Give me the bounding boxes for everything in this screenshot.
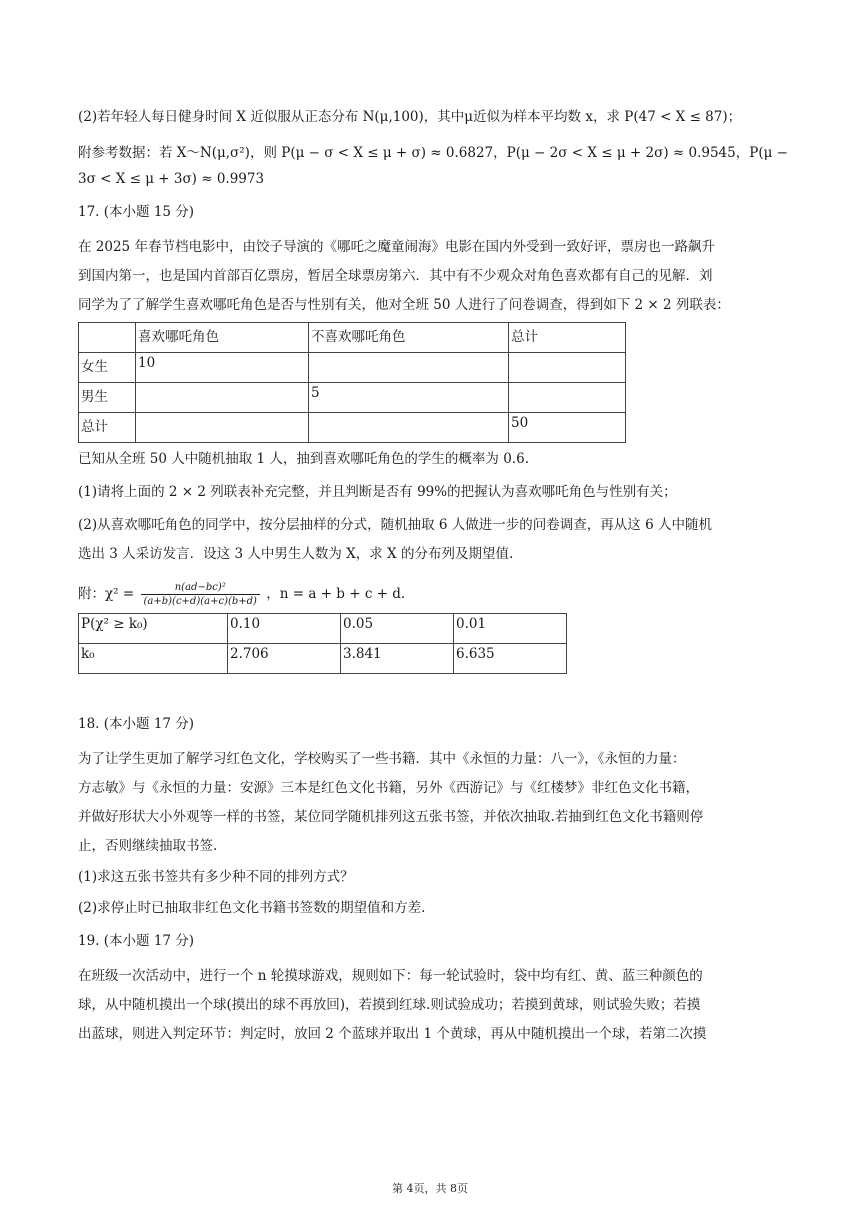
q18-line1: 为了让学生更加了解学习红色文化，学校购买了一些书籍．其中《永恒的力量：八一》，《永恒的力量：: [78, 751, 686, 767]
q17-intro-line3: 同学为了了解学生喜欢哪吒角色是否与性别有关，他对全班 50 人进行了问卷调查，得到如下 2 × 2 列联表：: [78, 297, 730, 313]
table-cell: 2.706: [228, 644, 341, 674]
table-cell: [509, 383, 626, 413]
q16-part2: [78, 104, 788, 192]
q17-heading: 17. (本小题 15 分): [78, 204, 195, 220]
q16-reference-line1: 附参考数据：若 X～N(μ,σ²)，则 P(μ − σ < X ≤ μ + σ) ≈ 0.6827，P(μ − 2σ < X ≤ μ + 2σ) ≈ 0.9545，P(μ −: [78, 145, 788, 161]
table-cell: [509, 353, 626, 383]
q18-line4: 止，否则继续抽取书签.: [78, 838, 218, 854]
table-row: [79, 614, 567, 644]
table-cell: 总计: [79, 413, 136, 443]
chi-square-formula: [78, 577, 784, 611]
contingency-table-header: [79, 323, 626, 353]
table-cell: 不喜欢哪吒角色: [309, 323, 509, 353]
formula-prefix: 附：χ² =: [78, 586, 135, 602]
q17-part2-line1: (2)从喜欢哪吒角色的同学中，按分层抽样的分式，随机抽取 6 人做进一步的问卷调查，再从这 6 人中随机: [78, 517, 712, 533]
critical-value-table: [78, 613, 567, 674]
formula-suffix: ，n = a + b + c + d.: [266, 586, 406, 602]
table-cell: 5: [309, 383, 509, 413]
table-row: [79, 353, 626, 383]
q17-part1: (1)请将上面的 2 × 2 列联表补充完整，并且判断是否有 99%的把握认为喜欢哪吒角色与性别有关；: [78, 484, 677, 500]
table-row: [79, 413, 626, 443]
page-content: [78, 108, 788, 1049]
table-cell: 男生: [79, 383, 136, 413]
q19-line3: 出蓝球，则进入判定环节：判定时，放回 2 个蓝球并取出 1 个黄球，再从中随机摸出一个球，若第二次摸: [78, 1026, 707, 1042]
q19-body: [78, 962, 784, 1049]
table-cell: 女生: [79, 353, 136, 383]
table-cell: 喜欢哪吒角色: [136, 323, 309, 353]
table-cell: 3.841: [341, 644, 454, 674]
q17-intro-line2: 到国内第一，也是国内首部百亿票房，暂居全球票房第六．其中有不少观众对角色喜欢都有自己的见解．刘: [78, 268, 713, 284]
table-row: [79, 644, 567, 674]
q16-part2-line1: (2)若年轻人每日健身时间 X 近似服从正态分布 N(μ,100)，其中μ近似为样本平均数 x，求 P(47 < X ≤ 87)；: [78, 109, 742, 125]
q17-intro-line1: 在 2025 年春节档电影中，由饺子导演的《哪吒之魔童闹海》电影在国内外受到一致好评，票房也一路飙升: [78, 239, 715, 255]
q19-heading: 19. (本小题 17 分): [78, 933, 195, 949]
q16-reference-line2: 3σ < X ≤ μ + 3σ) ≈ 0.9973: [78, 171, 265, 187]
table-cell: 6.635: [454, 644, 567, 674]
table-cell: [79, 323, 136, 353]
table-cell: [136, 383, 309, 413]
formula-fraction: [141, 581, 260, 608]
table-cell: 0.05: [341, 614, 454, 644]
table-cell: k₀: [79, 644, 228, 674]
q18-part1: (1)求这五张书签共有多少种不同的排列方式？: [78, 869, 354, 885]
table-row: [79, 383, 626, 413]
page-footer: 第 4页，共 8页: [392, 1182, 468, 1195]
table-cell: 10: [136, 353, 309, 383]
table-cell: 0.01: [454, 614, 567, 644]
q19-line2: 球，从中随机摸出一个球(摸出的球不再放回)，若摸到红球.则试验成功；若摸到黄球，则试验失败；若摸: [78, 997, 701, 1013]
contingency-table: [78, 322, 626, 443]
formula-denominator: (a+b)(c+d)(a+c)(b+d): [143, 596, 257, 607]
q17-part2-line2: 选出 3 人采访发言．设这 3 人中男生人数为 X，求 X 的分布列及期望值.: [78, 546, 514, 562]
table-cell: [309, 413, 509, 443]
q18-part2: (2)求停止时已抽取非红色文化书籍书签数的期望值和方差.: [78, 900, 426, 916]
formula-numerator: n(ad−bc)²: [141, 581, 260, 595]
q18-heading: 18. (本小题 17 分): [78, 716, 195, 732]
q19-line1: 在班级一次活动中，进行一个 n 轮摸球游戏，规则如下：每一轮试验时，袋中均有红、黄、蓝三种颜色的: [78, 968, 703, 984]
table-cell: 0.10: [228, 614, 341, 644]
table-cell: 50: [509, 413, 626, 443]
table-cell: P(χ² ≥ k₀): [79, 614, 228, 644]
q18-body: [78, 745, 784, 923]
table-cell: 总计: [509, 323, 626, 353]
q18-line3: 并做好形状大小外观等一样的书签，某位同学随机排列这五张书签，并依次抽取.若抽到红色文化书籍则停: [78, 809, 704, 825]
q18-line2: 方志敏》与《永恒的力量：安源》三本是红色文化书籍，另外《西游记》与《红楼梦》非红色文化书籍，: [78, 780, 699, 796]
table-cell: [309, 353, 509, 383]
table-cell: [136, 413, 309, 443]
q17-known-condition: 已知从全班 50 人中随机抽取 1 人，抽到喜欢哪吒角色的学生的概率为 0.6.: [78, 451, 529, 467]
q17-intro: [78, 233, 784, 320]
